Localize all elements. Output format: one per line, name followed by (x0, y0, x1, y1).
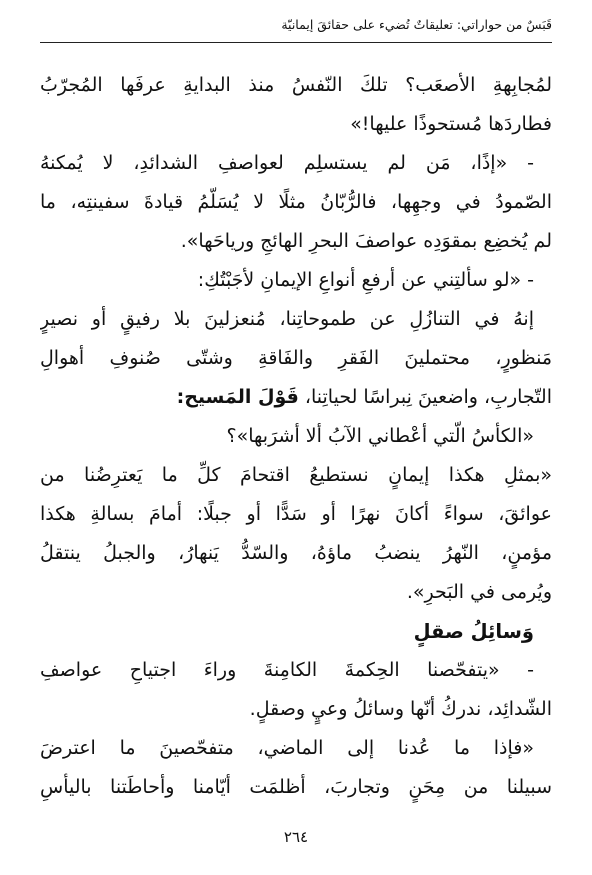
body-line-2: فطاردَها مُستحوذًا عليها!» (350, 113, 552, 135)
body-line-4: الصّمودُ في وجهِها، فالرُّبّانُ مثلًا لا يُسَلّمُ قيادةَ سفينتِه، ما (40, 191, 552, 213)
body-line-13: مؤمنٍ، النّهرُ ينضبُ ماؤهُ، والسّدُّ يَنهارُ، والجبلُ ينتقلُ (40, 542, 552, 564)
page-number: ٢٦٤ (283, 828, 309, 846)
body-line-14: ويُرمى في البَحرِ». (406, 581, 552, 603)
body-line-9-text: التّجاربِ، واضعينَ نِبراسًا لحياتِنا، (298, 386, 552, 408)
running-header: قَبَسٌ من حواراتي: تعليقاتٌ تُضيء على حقائقَ إيمانيّة (281, 17, 552, 32)
body-line-7: إنهُ في التنازُلِ عن طموحاتِنا، مُنعزلينَ بلا رفيقٍ أو نصيرٍ (40, 308, 534, 330)
header-divider (40, 42, 552, 43)
body-line-5: لم يُخضِع بمقوَدِه عواصفَ البحرِ الهائجِ ورياحَها». (180, 230, 552, 252)
body-line-11: «بمثلِ هكذا إيمانٍ نستطيعُ اقتحامَ كلِّ ما يَعترِضُنا من (40, 464, 552, 486)
body-line-10: «الكأسُ الّتي أعْطاني الآبُ ألا أشرَبها»؟ (226, 425, 534, 447)
quote-attribution: قَوْلَ المَسيح: (176, 386, 299, 408)
body-line-8: مَنظورٍ، محتملينَ الفَقرِ والفَاقةِ وشتّى صُنوفِ أهوالِ (40, 347, 552, 369)
body-line-16: الشّدائِد، ندركُ أنّها وسائلُ وعيٍ وصقلٍ. (249, 698, 552, 720)
body-line-12: عوائقَ، سواءً أكانَ نهرًا أو سَدًّا أو جبلًا: أمامَ بسالةِ هكذا (40, 503, 552, 525)
body-line-1: لمُجابِهةِ الأصعَب؟ تلكَ النّفسُ منذ البدايةِ عرفَها المُجرّبُ (40, 74, 552, 96)
body-line-9 (40, 378, 552, 417)
body-line-17: «فإذا ما عُدنا إلى الماضي، متفحّصينَ ما اعترضَ (40, 737, 534, 759)
body-line-6: - «لو سألتِني عن أرفعِ أنواعِ الإيمانِ لأجَبْتُكِ: (197, 269, 534, 291)
section-heading: وَسائِلُ صقلٍ (413, 620, 534, 643)
body-line-18: سبيلنا من مِحَنٍ وتجاربَ، أظلمَت أيّامنا وأحاطَتنا باليأسِ (40, 776, 552, 798)
body-line-3: - «إذًا، مَن لم يستسلِم لعواصفِ الشدائدِ، لا يُمكنهُ (40, 152, 534, 174)
page-body (40, 66, 552, 807)
body-line-15: - «يتفحّصنا الحِكمةَ الكامِنةَ وراءَ اجتياحِ عواصفِ (40, 659, 534, 681)
